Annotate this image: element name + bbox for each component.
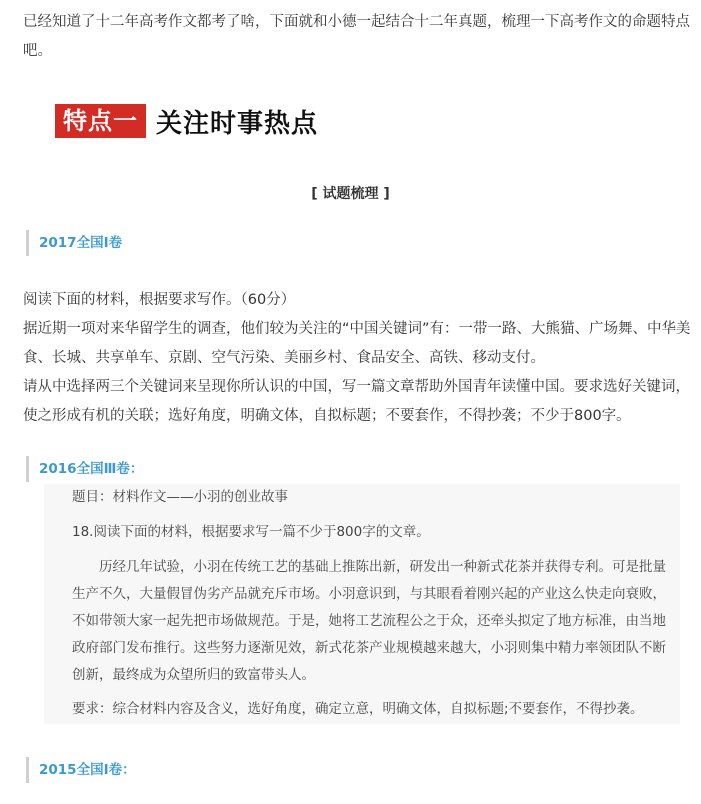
exam-label-2017: 2017全国Ⅰ卷 [26, 230, 122, 256]
exam-label-2015: 2015全国Ⅰ卷： [26, 757, 136, 783]
exam-2016-material: 历经几年试验，小羽在传统工艺的基础上推陈出新，研发出一种新式花茶并获得专利。可是批量生产不久，大量假冒伪劣产品就充斥市场。小羽意识到，与其眼看着刚兴起的产业这么快走向衰败，不如带领大家一起先把市场做规范。于是，她将工艺流程公之于众，还牵头拟定了地方标准，由当地政府部门发布推行。这些努力逐渐见效，新式花茶产业规模越来越大，小羽则集中精力率领团队不断创新，最终成为众望所归的致富带头人。 [72, 559, 666, 683]
section-heading: [ 试题梳理 ] [311, 186, 390, 202]
exam-label-2016: 2016全国Ⅲ卷： [26, 456, 143, 482]
feature-banner [55, 104, 318, 138]
feature-tag: 特点一 [55, 104, 146, 138]
exam-2016-question: 18.阅读下面的材料，根据要求写一篇不少于800字的文章。 [72, 524, 430, 540]
feature-title: 关注时事热点 [156, 108, 319, 139]
exam-2016-scan [44, 484, 680, 724]
exam-2017-body [23, 286, 695, 431]
exam-2017-instruction: 阅读下面的材料，根据要求写作。（60分） [23, 292, 296, 308]
exam-2016-requirement: 要求：综合材料内容及含义，选好角度，确定立意，明确文体，自拟标题;不要套作，不得抄袭。 [72, 701, 644, 717]
exam-2017-material: 据近期一项对来华留学生的调查，他们较为关注的“中国关键词”有：一带一路、大熊猫、广场舞、中华美食、长城、共享单车、京剧、空气污染、美丽乡村、食品安全、高铁、移动支付。 [23, 321, 691, 366]
exam-2016-topic: 题目：材料作文——小羽的创业故事 [72, 489, 288, 505]
exam-2017-requirement: 请从中选择两三个关键词来呈现你所认识的中国，写一篇文章帮助外国青年读懂中国。要求选好关键词，使之形成有机的关联；选好角度，明确文体，自拟标题；不要套作，不得抄袭；不少于800字。 [23, 379, 690, 424]
intro-paragraph: 已经知道了十二年高考作文都考了啥，下面就和小德一起结合十二年真题，梳理一下高考作文的命题特点吧。 [23, 14, 690, 59]
